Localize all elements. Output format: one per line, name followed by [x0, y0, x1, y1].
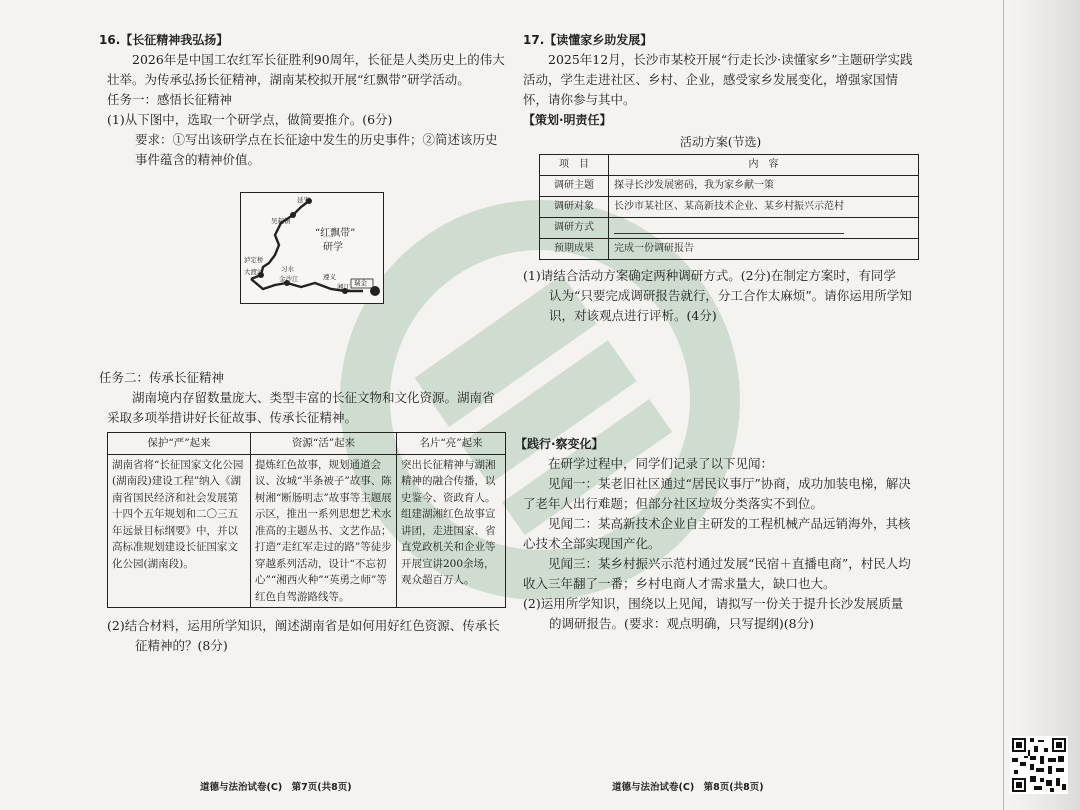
- plan-row: [540, 239, 919, 260]
- map-label-zunyi: 遵义: [323, 273, 336, 281]
- q17-title: 17.【读懂家乡助发展】: [523, 33, 653, 47]
- q16-title: 16.【长征精神我弘扬】: [99, 33, 229, 47]
- q17-record-3: 见闻三：某乡村振兴示范村通过发展“民宿＋直播电商”，村民人均收入三年翻了一番；乡村电商人才需求量大，缺口也大。: [523, 556, 911, 591]
- plan-row: [540, 197, 919, 218]
- q16-sub2-line1: (2)结合材料，运用所学知识，阐述湖南省是如何用好红色资源、传承长: [107, 618, 500, 633]
- q16-sub2-line2: 征精神的？(8分): [135, 638, 228, 653]
- map-label-xiangjiang: 湘江: [337, 283, 350, 291]
- measures-cell-protect: 湖南省将“长征国家文化公园(湖南段)建设工程”纳入《湖南省国民经济和社会发展第十四个五年规划和二〇三五年远景目标纲要》中，并以高标准规划建设长征国家文化公园(湖南段)。: [108, 454, 251, 608]
- q16-intro2: 湖南境内存留数量庞大、类型丰富的长征文物和文化资源。湖南省采取多项举措讲好长征故事、传承长征精神。: [107, 390, 495, 425]
- q16-sub1: (1)从下图中，选取一个研学点，做简要推介。(6分): [107, 112, 393, 127]
- q16-task2: 任务二：传承长征精神: [99, 370, 225, 385]
- q17-sub2-line2: 的调研报告。(要求：观点明确，只写提纲)(8分): [549, 616, 814, 631]
- measures-table: [107, 432, 506, 608]
- q17-section-plan: 【策划·明责任】: [523, 113, 612, 127]
- map-center-label-1: “红飘带”: [315, 228, 356, 239]
- plan-row-value: 完成一份调研报告: [609, 239, 919, 260]
- answer-blank-line: [614, 221, 844, 234]
- q17-sub1-line2: 认为“只要完成调研报告就行，分工合作太麻烦”。请你运用所学知: [549, 288, 912, 303]
- plan-row-label: 调研主题: [540, 176, 609, 197]
- map-center-label-2: 研学: [323, 242, 343, 253]
- q16-task1: 任务一：感悟长征精神: [107, 92, 233, 107]
- measures-header-resource: 资源“活”起来: [251, 433, 397, 455]
- q17-sub2-line1: (2)运用所学知识，围绕以上见闻，请拟写一份关于提升长沙发展质量: [523, 596, 904, 611]
- measures-header-protect: 保护“严”起来: [108, 433, 251, 455]
- q17-record-intro: 在研学过程中，同学们记录了以下见闻：: [548, 456, 774, 471]
- q17-sub1-line3: 识，对该观点进行评析。(4分): [549, 308, 717, 323]
- q16-requirement-line2: 事件蕴含的精神价值。: [135, 152, 261, 167]
- plan-table: [539, 154, 919, 260]
- plan-row-blank: [609, 218, 919, 239]
- plan-header-item: 项 目: [540, 155, 609, 176]
- plan-row: [540, 218, 919, 239]
- map-label-jinshajiang: 金沙江: [279, 275, 299, 283]
- measures-cell-resource: 提炼红色故事，规划通道会议、汝城“半条被子”故事、陈树湘“断肠明志”故事等主题展示区，推出一系列思想艺术水准高的主题丛书、文艺作品；打造“走红军走过的路”等徒步穿越系列活动，设计“不忘初心”“湘西火种”“英勇之师”等红色自驾游路线等。: [251, 454, 397, 608]
- plan-row-label: 调研对象: [540, 197, 609, 218]
- q17-intro: 2025年12月，长沙市某校开展“行走长沙·读懂家乡”主题研学实践活动，学生走进社区、乡村、企业，感受家乡发展变化，增强家国情怀，请你参与其中。: [523, 52, 913, 107]
- plan-row-label: 调研方式: [540, 218, 609, 239]
- qr-code-icon[interactable]: [1010, 736, 1068, 794]
- map-label-daduhe: 大渡河: [244, 268, 264, 276]
- plan-row: [540, 176, 919, 197]
- question-16: [99, 30, 505, 656]
- plan-row-label: 预期成果: [540, 239, 609, 260]
- measures-header-brand: 名片“亮”起来: [397, 433, 506, 455]
- q16-requirement-line1: 要求：①写出该研学点在长征途中发生的历史事件；②简述该历史: [135, 132, 498, 147]
- q17-sub1-line1: (1)请结合活动方案确定两种调研方式。(2分)在制定方案时，有同学: [523, 268, 896, 283]
- map-label-wuqizhen: 吴起镇: [271, 217, 291, 225]
- q17-record-2: 见闻二：某高新技术企业自主研发的工程机械产品远销海外，其核心技术全部实现国产化。: [523, 516, 911, 551]
- long-march-map: [240, 192, 384, 304]
- map-label-yanan: 延安: [297, 196, 310, 204]
- measures-cell-brand: 突出长征精神与湖湘精神的融合传播，以史鉴今、资政育人。组建湖湘红色故事宣讲团，走进国家、省直党政机关和企业等开展宣讲200余场，观众超百万人。: [397, 454, 506, 608]
- map-label-ruijin: 瑞金: [354, 279, 367, 287]
- page-edge-line: [1003, 0, 1004, 810]
- q17-section-practice: 【践行·察变化】: [515, 437, 604, 451]
- map-label-ludingqiao: 泸定桥: [244, 256, 264, 264]
- question-17: [515, 30, 918, 634]
- plan-header-content: 内 容: [609, 155, 919, 176]
- plan-row-value: 长沙市某社区、某高新技术企业、某乡村振兴示范村: [609, 197, 919, 218]
- plan-row-value: 探寻长沙发展密码，我为家乡献一策: [609, 176, 919, 197]
- footer-page-8: 道德与法治试卷(C) 第8页(共8页): [612, 782, 764, 793]
- q16-intro: 2026年是中国工农红军长征胜利90周年，长征是人类历史上的伟大壮举。为传承弘扬长征精神，湖南某校拟开展“红飘带”研学活动。: [107, 52, 505, 87]
- q17-record-1: 见闻一：某老旧社区通过“居民议事厅”协商，成功加装电梯，解决了老年人出行难题；但部分社区垃圾分类落实不到位。: [523, 476, 911, 511]
- map-label-xishui: 习水: [281, 265, 294, 273]
- plan-table-title: 活动方案(节选): [679, 135, 762, 149]
- paper-edge-shadow: [1010, 0, 1080, 810]
- footer-page-7: 道德与法治试卷(C) 第7页(共8页): [200, 782, 352, 793]
